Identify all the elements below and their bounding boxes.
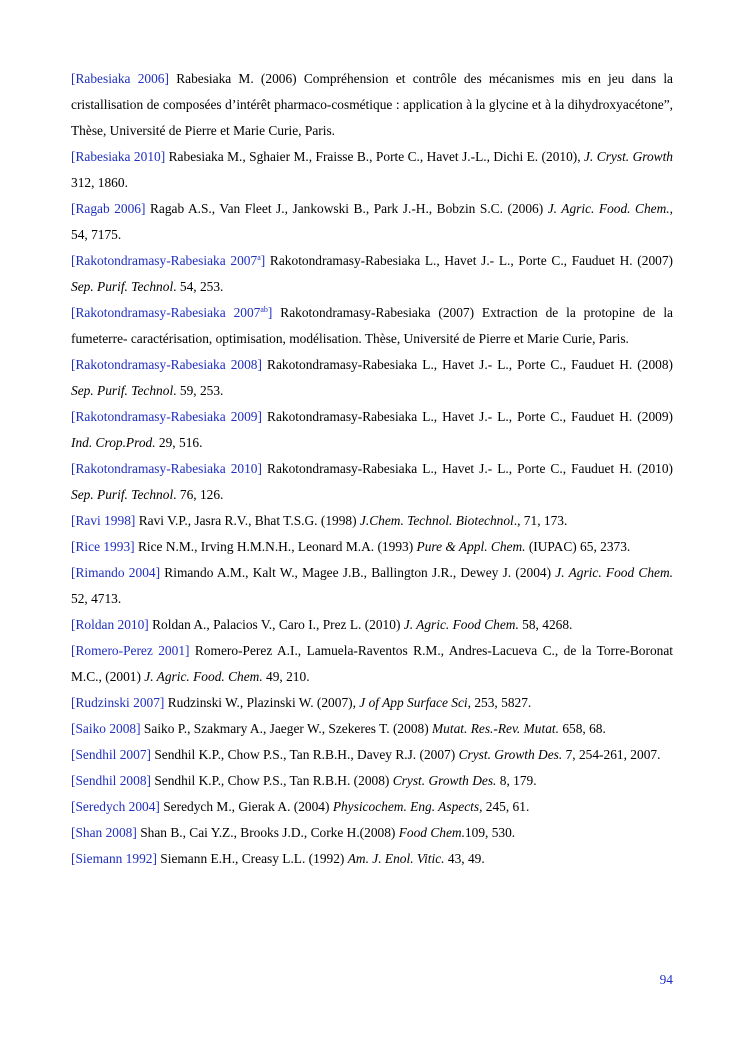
citation-key[interactable]: [Rakotondramasy-Rabesiaka 2007$^a$] [71, 253, 266, 268]
reference-entry: [Saiko 2008] Saiko P., Szakmary A., Jaeger W., Szekeres T. (2008) Mutat. Res.-Rev. Mutat. 658, 68. [71, 721, 606, 736]
reference-entry: [Rabesiaka 2006] Rabesiaka M. (2006) Compréhension et contrôle des mécanismes mis en jeu dans la cristallisation de composées d’intérêt pharmaco-cosmétique : application à la glycine et à la dihydroxyacétone”, Thèse, Université de Pierre et Marie Curie, Paris. [71, 71, 673, 138]
reference-entry: [Rakotondramasy-Rabesiaka 2010] Rakotondramasy-Rabesiaka L., Havet J.- L., Porte C., Fauduet H. (2010) Sep. Purif. Technol. 76, 126. [71, 461, 673, 502]
reference-entry: [Siemann 1992] Siemann E.H., Creasy L.L. (1992) Am. J. Enol. Vitic. 43, 49. [71, 851, 485, 866]
journal-name: J. Agric. Food. Chem. [547, 201, 670, 216]
citation-key[interactable]: [Sendhil 2007] [71, 747, 151, 762]
journal-name: Am. J. Enol. Vitic. [347, 851, 445, 866]
citation-key[interactable]: [Rudzinski 2007] [71, 695, 165, 710]
citation-suffix: ab [260, 305, 268, 314]
citation-key[interactable]: [Roldan 2010] [71, 617, 149, 632]
journal-name: J. Agric. Food Chem. [555, 565, 673, 580]
journal-name: Pure & Appl. Chem. [416, 539, 526, 554]
citation-key[interactable]: [Siemann 1992] [71, 851, 157, 866]
citation-key[interactable]: [Rakotondramasy-Rabesiaka 2010] [71, 461, 262, 476]
citation-key[interactable]: [Seredych 2004] [71, 799, 160, 814]
journal-name: Food Chem. [398, 825, 465, 840]
journal-name: J. Cryst. Growth [584, 149, 673, 164]
citation-key[interactable]: [Ravi 1998] [71, 513, 136, 528]
citation-key[interactable]: [Saiko 2008] [71, 721, 141, 736]
journal-name: Cryst. Growth Des. [392, 773, 497, 788]
journal-name: Physicochem. Eng. Aspects [332, 799, 480, 814]
reference-entry: [Rimando 2004] Rimando A.M., Kalt W., Magee J.B., Ballington J.R., Dewey J. (2004) J. Agric. Food Chem. 52, 4713. [71, 565, 673, 606]
journal-name: Sep. Purif. Technol [71, 487, 174, 502]
reference-entry: [Rakotondramasy-Rabesiaka 2007$^a$] Rakotondramasy-Rabesiaka L., Havet J.- L., Porte C., Fauduet H. (2007) Sep. Purif. Technol. 54, 253. [71, 253, 673, 294]
citation-key[interactable]: [Sendhil 2008] [71, 773, 151, 788]
citation-key[interactable]: [Rakotondramasy-Rabesiaka $2007^{ab}$] [71, 305, 273, 320]
journal-name: Cryst. Growth Des. [458, 747, 563, 762]
citation-key[interactable]: [Rabesiaka 2006] [71, 71, 169, 86]
citation-key[interactable]: [Rakotondramasy-Rabesiaka 2009] [71, 409, 262, 424]
citation-key[interactable]: [Rakotondramasy-Rabesiaka 2008] [71, 357, 262, 372]
journal-name: Ind. Crop.Prod. [71, 435, 156, 450]
reference-entry: [Rakotondramasy-Rabesiaka $2007^{ab}$] Rakotondramasy-Rabesiaka (2007) Extraction de la protopine de la fumeterre- caractérisation, optimisation, modélisation. Thèse, Université de Pierre et Marie Curie, Paris. [71, 305, 674, 346]
citation-key[interactable]: [Rimando 2004] [71, 565, 161, 580]
reference-entry: [Romero-Perez 2001] Romero-Perez A.I., Lamuela-Raventos R.M., Andres-Lacueva C., de la Torre-Boronat M.C., (2001) J. Agric. Food. Chem. 49, 210. [71, 643, 674, 684]
citation-key[interactable]: [Rice 1993] [71, 539, 135, 554]
citation-key[interactable]: [Rabesiaka 2010] [71, 149, 166, 164]
journal-name: Mutat. Res.-Rev. Mutat. [432, 721, 559, 736]
citation-key[interactable]: [Romero-Perez 2001] [71, 643, 190, 658]
journal-name: J.Chem. Technol. Biotechnol [359, 513, 514, 528]
reference-entry: [Ragab 2006] Ragab A.S., Van Fleet J., Jankowski B., Park J.-H., Bobzin S.C. (2006) J. Agric. Food. Chem., 54, 7175. [71, 201, 673, 242]
reference-entry: [Roldan 2010] Roldan A., Palacios V., Caro I., Prez L. (2010) J. Agric. Food Chem. 58, 4268. [71, 617, 573, 632]
reference-entry: [Seredych 2004] Seredych M., Gierak A. (2004) Physicochem. Eng. Aspects, 245, 61. [71, 799, 530, 814]
reference-entry: [Sendhil 2008] Sendhil K.P., Chow P.S., Tan R.B.H. (2008) Cryst. Growth Des. 8, 179. [71, 773, 537, 788]
journal-name: J. Agric. Food. Chem. [144, 669, 263, 684]
reference-entry: [Sendhil 2007] Sendhil K.P., Chow P.S., Tan R.B.H., Davey R.J. (2007) Cryst. Growth Des. 7, 254-261, 2007. [71, 747, 661, 762]
reference-entry: [Ravi 1998] Ravi V.P., Jasra R.V., Bhat T.S.G. (1998) J.Chem. Technol. Biotechnol., 71, 173. [71, 513, 568, 528]
reference-entry: [Rice 1993] Rice N.M., Irving H.M.N.H., Leonard M.A. (1993) Pure & Appl. Chem. (IUPAC) 65, 2373. [71, 539, 631, 554]
reference-entry: [Rakotondramasy-Rabesiaka 2009] Rakotondramasy-Rabesiaka L., Havet J.- L., Porte C., Fauduet H. (2009) Ind. Crop.Prod. 29, 516. [71, 409, 673, 450]
citation-key[interactable]: [Shan 2008] [71, 825, 137, 840]
reference-entry: [Shan 2008] Shan B., Cai Y.Z., Brooks J.D., Corke H.(2008) Food Chem.109, 530. [71, 825, 516, 840]
citation-key[interactable]: [Ragab 2006] [71, 201, 146, 216]
reference-entry: [Rakotondramasy-Rabesiaka 2008] Rakotondramasy-Rabesiaka L., Havet J.- L., Porte C., Fauduet H. (2008) Sep. Purif. Technol. 59, 253. [71, 357, 673, 398]
journal-name: J. Agric. Food Chem. [403, 617, 519, 632]
journal-name: Sep. Purif. Technol [71, 279, 174, 294]
reference-list [71, 66, 673, 872]
page-number: 94 [659, 972, 673, 987]
citation-suffix: a [257, 253, 261, 262]
reference-entry: [Rudzinski 2007] Rudzinski W., Plazinski W. (2007), J of App Surface Sci, 253, 5827. [71, 695, 532, 710]
journal-name: Sep. Purif. Technol [71, 383, 174, 398]
journal-name: J of App Surface Sci [359, 695, 468, 710]
reference-entry: [Rabesiaka 2010] Rabesiaka M., Sghaier M., Fraisse B., Porte C., Havet J.-L., Dichi E. (2010), J. Cryst. Growth 312, 1860. [71, 149, 673, 190]
